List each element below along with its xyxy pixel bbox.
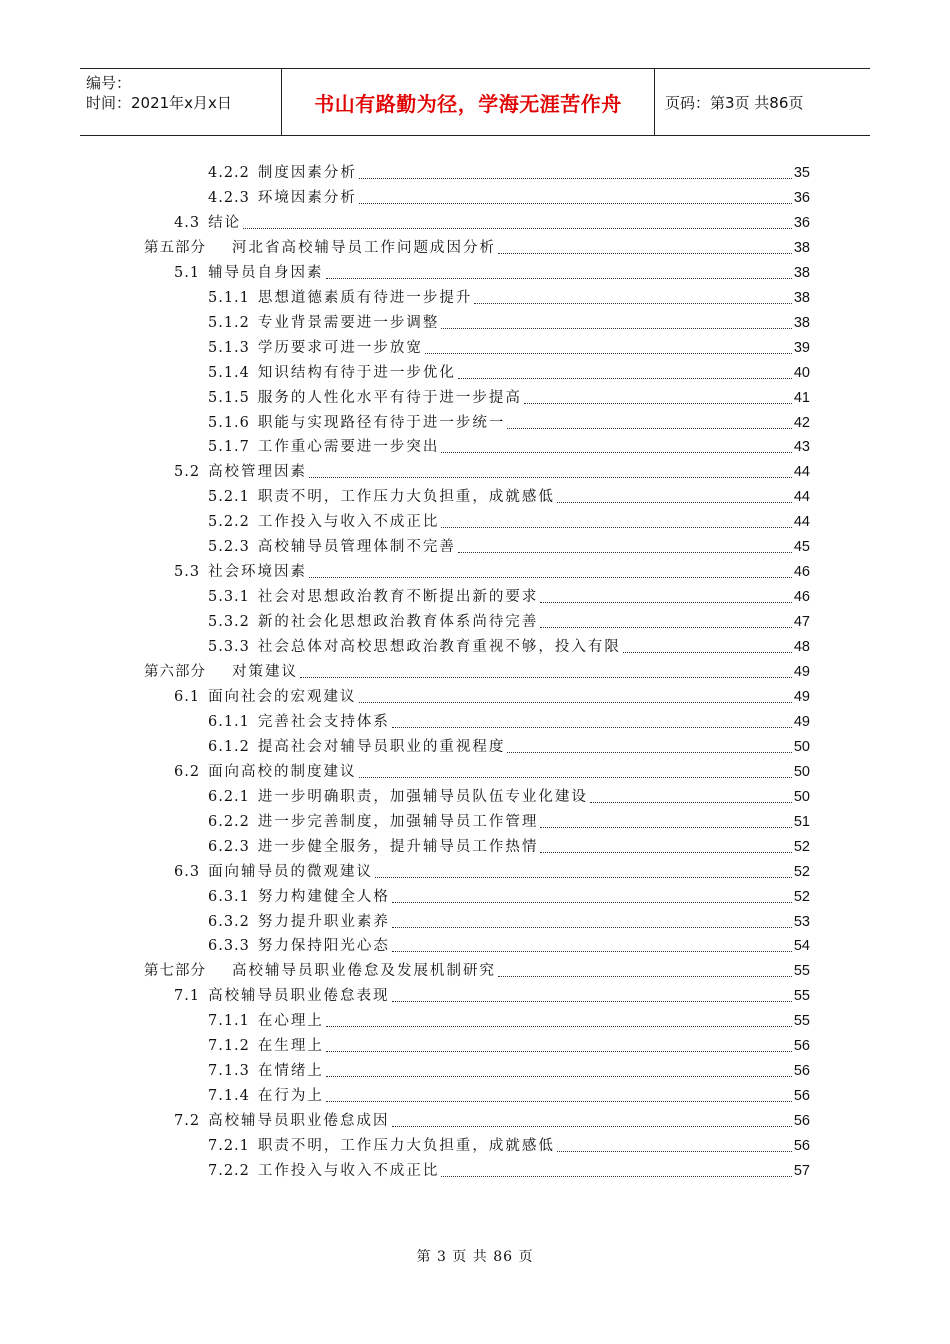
toc-entry-page: 49	[793, 664, 810, 680]
toc-leader-dots	[392, 726, 792, 728]
toc-leader-dots	[540, 826, 791, 828]
toc-entry-number: 5.3	[174, 564, 201, 581]
toc-entry-page: 50	[793, 788, 810, 805]
toc-entry[interactable]	[208, 308, 810, 332]
toc-entry-title: 制度因素分析	[257, 165, 357, 181]
toc-entry[interactable]	[208, 907, 810, 931]
toc-entry[interactable]	[208, 607, 810, 631]
toc-entry-title: 进一步明确职责，加强辅导员队伍专业化建设	[257, 788, 588, 805]
toc-leader-dots	[359, 776, 792, 778]
toc-leader-dots	[375, 876, 792, 878]
toc-leader-dots	[326, 1075, 792, 1077]
toc-entry[interactable]	[174, 208, 810, 232]
toc-leader-dots	[557, 501, 792, 503]
toc-entry-number: 5.1.7	[208, 439, 250, 456]
toc-entry-page: 43	[793, 439, 810, 456]
toc-entry[interactable]	[208, 707, 810, 731]
toc-entry-page: 38	[793, 314, 810, 331]
toc-entry[interactable]	[208, 408, 810, 432]
toc-entry-page: 50	[793, 763, 810, 780]
toc-entry-page: 55	[793, 1013, 810, 1030]
toc-entry[interactable]	[208, 931, 810, 955]
toc-entry[interactable]	[208, 882, 810, 906]
toc-entry-title: 学历要求可进一步放宽	[257, 339, 423, 356]
toc-entry-number: 7.2.2	[208, 1163, 250, 1179]
toc-entry-page: 38	[793, 289, 810, 306]
toc-entry-title: 对策建议	[232, 664, 298, 680]
toc-entry-title: 工作投入与收入不成正比	[257, 1163, 440, 1179]
toc-entry-title: 环境因素分析	[257, 189, 357, 206]
toc-entry-title: 河北省高校辅导员工作问题成因分析	[232, 239, 496, 256]
toc-entry-number: 4.3	[174, 214, 201, 231]
toc-entry-title: 工作投入与收入不成正比	[257, 514, 440, 531]
toc-entry-number: 5.1.1	[208, 289, 250, 306]
toc-entry[interactable]	[208, 1156, 810, 1180]
toc-leader-dots	[243, 227, 792, 229]
toc-entry-number: 5.3.2	[208, 614, 250, 631]
toc-entry[interactable]	[208, 1056, 810, 1080]
toc-entry-number: 7.2.1	[208, 1138, 250, 1155]
toc-entry-title: 知识结构有待于进一步优化	[257, 364, 456, 381]
toc-entry-page: 56	[793, 1088, 810, 1105]
toc-entry-page: 56	[793, 1138, 810, 1155]
toc-entry[interactable]	[208, 383, 810, 407]
toc-entry-title: 高校辅导员职业倦怠表现	[208, 988, 390, 1005]
toc-entry-title: 高校管理因素	[208, 464, 308, 481]
toc-entry[interactable]	[174, 757, 810, 781]
toc-entry-title: 辅导员自身因素	[208, 264, 324, 281]
toc-leader-dots	[392, 1000, 792, 1002]
toc-entry[interactable]	[174, 1106, 810, 1130]
toc-leader-dots	[392, 950, 792, 952]
header-page-info: 页码：第3页 共86页	[665, 93, 804, 112]
toc-entry[interactable]	[174, 857, 810, 881]
toc-entry-number: 5.1	[174, 264, 201, 281]
toc-leader-dots	[507, 751, 791, 753]
toc-entry-title: 职责不明，工作压力大负担重，成就感低	[257, 1138, 555, 1155]
toc-entry-page: 52	[793, 838, 810, 855]
toc-entry-number: 6.2.3	[208, 838, 250, 855]
toc-entry-page: 46	[793, 589, 810, 606]
toc-leader-dots	[326, 277, 792, 279]
toc-entry[interactable]	[208, 183, 810, 207]
toc-entry[interactable]	[174, 557, 810, 581]
toc-leader-dots	[326, 1100, 792, 1102]
toc-entry[interactable]	[208, 283, 810, 307]
toc-entry-page: 51	[793, 813, 810, 830]
toc-entry-number: 6.1.2	[208, 738, 250, 755]
toc-entry-title: 努力构建健全人格	[257, 888, 390, 905]
toc-entry-number: 第五部分	[144, 239, 206, 256]
toc-entry[interactable]	[208, 158, 810, 182]
toc-entry[interactable]	[208, 782, 810, 806]
toc-entry-page: 56	[793, 1113, 810, 1130]
toc-entry-page: 53	[793, 913, 810, 930]
toc-entry-title: 职责不明，工作压力大负担重，成就感低	[257, 489, 555, 506]
toc-entry-number: 6.1.1	[208, 713, 250, 730]
toc-entry-number: 4.2.2	[208, 165, 250, 181]
toc-leader-dots	[425, 352, 792, 354]
toc-entry-title: 完善社会支持体系	[257, 713, 390, 730]
toc-entry-number: 7.1.2	[208, 1038, 250, 1055]
toc-entry-number: 第六部分	[144, 664, 206, 680]
toc-leader-dots	[507, 427, 791, 429]
toc-entry-number: 5.1.5	[208, 389, 250, 406]
toc-entry-title: 社会总体对高校思想政治教育重视不够，投入有限	[257, 639, 621, 656]
toc-leader-dots	[441, 1175, 791, 1177]
toc-entry-page: 50	[793, 738, 810, 755]
toc-leader-dots	[557, 1150, 792, 1152]
toc-entry-title: 职能与实现路径有待于进一步统一	[257, 414, 506, 431]
toc-entry-title: 在行为上	[257, 1088, 324, 1105]
page-header	[80, 68, 870, 136]
toc-entry[interactable]	[208, 807, 810, 831]
toc-leader-dots	[326, 1025, 792, 1027]
toc-leader-dots	[309, 576, 792, 578]
toc-entry-title: 在心理上	[257, 1013, 324, 1030]
toc-leader-dots	[441, 327, 791, 329]
toc-entry-page: 44	[793, 514, 810, 531]
toc-entry-page: 35	[793, 165, 810, 181]
toc-entry-page: 55	[793, 988, 810, 1005]
toc-leader-dots	[458, 551, 792, 553]
toc-entry[interactable]	[208, 333, 810, 357]
toc-entry-page: 44	[793, 464, 810, 481]
toc-entry-title: 思想道德素质有待进一步提升	[257, 289, 473, 306]
toc-entry[interactable]	[174, 258, 810, 282]
toc-entry[interactable]	[144, 657, 810, 681]
toc-entry-number: 5.1.6	[208, 414, 250, 431]
toc-entry-number: 5.3.3	[208, 639, 250, 656]
toc-entry[interactable]	[208, 732, 810, 756]
toc-entry-page: 57	[793, 1163, 810, 1179]
toc-entry-page: 55	[793, 963, 810, 980]
toc-leader-dots	[458, 377, 792, 379]
toc-entry-page: 48	[793, 639, 810, 656]
toc-entry-page: 47	[793, 614, 810, 631]
header-motto: 书山有路勤为径，学海无涯苦作舟	[314, 91, 622, 116]
toc-entry[interactable]	[208, 632, 810, 656]
toc-entry-page: 40	[793, 364, 810, 381]
toc-leader-dots	[474, 302, 791, 304]
toc-entry-title: 服务的人性化水平有待于进一步提高	[257, 389, 522, 406]
toc-entry-title: 专业背景需要进一步调整	[257, 314, 440, 331]
toc-entry-page: 52	[793, 863, 810, 880]
toc-entry-title: 提高社会对辅导员职业的重视程度	[257, 738, 506, 755]
toc-entry-title: 高校辅导员管理体制不完善	[257, 539, 456, 556]
toc-entry-number: 5.1.2	[208, 314, 250, 331]
toc-entry-page: 36	[793, 214, 810, 231]
toc-entry[interactable]	[208, 1131, 810, 1155]
toc-entry-number: 6.2	[174, 763, 201, 780]
header-motto-cell	[282, 69, 655, 135]
toc-entry-number: 5.2.3	[208, 539, 250, 556]
toc-entry[interactable]	[208, 507, 810, 531]
toc-entry-number: 6.2.1	[208, 788, 250, 805]
toc-entry[interactable]	[144, 956, 810, 980]
toc-entry-page: 56	[793, 1038, 810, 1055]
toc-entry[interactable]	[208, 582, 810, 606]
toc-entry-number: 6.1	[174, 688, 201, 705]
toc-entry[interactable]	[208, 1031, 810, 1055]
toc-entry-page: 49	[793, 713, 810, 730]
toc-entry-title: 面向社会的宏观建议	[208, 688, 357, 705]
toc-entry-title: 新的社会化思想政治教育体系尚待完善	[257, 614, 539, 631]
toc-entry-number: 4.2.3	[208, 189, 250, 206]
toc-entry[interactable]	[208, 832, 810, 856]
toc-entry-title: 社会对思想政治教育不断提出新的要求	[257, 589, 539, 606]
toc-leader-dots	[623, 651, 792, 653]
toc-entry-number: 6.3.3	[208, 938, 250, 955]
toc-leader-dots	[540, 601, 791, 603]
toc-leader-dots	[590, 801, 792, 803]
toc-entry-page: 42	[793, 414, 810, 431]
toc-entry[interactable]	[208, 1081, 810, 1105]
toc-entry-page: 52	[793, 888, 810, 905]
toc-entry[interactable]	[208, 532, 810, 556]
toc-entry[interactable]	[174, 682, 810, 706]
toc-leader-dots	[359, 202, 792, 204]
toc-entry-page: 41	[793, 389, 810, 406]
toc-entry-number: 7.1	[174, 988, 201, 1005]
toc-entry[interactable]	[208, 1006, 810, 1030]
toc-entry-title: 高校辅导员职业倦怠及发展机制研究	[232, 963, 496, 980]
toc-leader-dots	[300, 676, 792, 678]
toc-entry[interactable]	[208, 358, 810, 382]
toc-entry-number: 5.2.2	[208, 514, 250, 531]
toc-entry-page: 54	[793, 938, 810, 955]
toc-entry-page: 38	[793, 239, 810, 256]
toc-entry-number: 5.1.3	[208, 339, 250, 356]
toc-entry-title: 面向辅导员的微观建议	[208, 863, 374, 880]
page-footer: 第 3 页 共 86 页	[416, 1249, 534, 1265]
toc-entry[interactable]	[174, 457, 810, 481]
toc-entry-number: 6.2.2	[208, 813, 250, 830]
toc-leader-dots	[524, 402, 792, 404]
toc-entry-number: 7.1.1	[208, 1013, 250, 1030]
toc-leader-dots	[441, 526, 791, 528]
toc-entry-page: 45	[793, 539, 810, 556]
toc-leader-dots	[498, 252, 792, 254]
toc-entry-number: 5.1.4	[208, 364, 250, 381]
toc-leader-dots	[392, 901, 792, 903]
toc-entry-number: 5.3.1	[208, 589, 250, 606]
toc-entry-page: 36	[793, 189, 810, 206]
toc-leader-dots	[540, 626, 791, 628]
toc-entry-title: 在生理上	[257, 1038, 324, 1055]
toc-entry-page: 49	[793, 688, 810, 705]
toc-entry[interactable]	[174, 981, 810, 1005]
toc-entry-page: 44	[793, 489, 810, 506]
toc-leader-dots	[309, 476, 792, 478]
toc-leader-dots	[392, 1125, 792, 1127]
toc-leader-dots	[441, 451, 791, 453]
header-meta	[80, 69, 282, 135]
toc-entry[interactable]	[208, 432, 810, 456]
toc-entry-number: 7.1.3	[208, 1063, 250, 1080]
toc-entry-title: 进一步健全服务，提升辅导员工作热情	[257, 838, 539, 855]
toc-entry-title: 社会环境因素	[208, 564, 308, 581]
toc-entry-number: 6.3	[174, 863, 201, 880]
toc-entry-title: 高校辅导员职业倦怠成因	[208, 1113, 390, 1130]
date-label: 时间：2021年x月x日	[86, 94, 232, 112]
toc-entry-number: 5.2.1	[208, 489, 250, 506]
toc-entry-number: 7.1.4	[208, 1088, 250, 1105]
toc-entry-title: 进一步完善制度，加强辅导员工作管理	[257, 813, 539, 830]
toc-leader-dots	[392, 926, 792, 928]
toc-entry-number: 5.2	[174, 464, 201, 481]
toc-leader-dots	[326, 1050, 792, 1052]
toc-leader-dots	[359, 177, 792, 179]
toc-leader-dots	[359, 701, 792, 703]
toc-leader-dots	[498, 975, 792, 977]
toc-entry-page: 38	[793, 264, 810, 281]
toc-entry-page: 39	[793, 339, 810, 356]
toc-entry-title: 结论	[208, 214, 242, 231]
toc-entry-page: 56	[793, 1063, 810, 1080]
toc-entry-title: 工作重心需要进一步突出	[257, 439, 440, 456]
toc-entry-page: 46	[793, 564, 810, 581]
serial-label: 编号：	[86, 74, 132, 92]
toc-entry[interactable]	[208, 482, 810, 506]
toc-entry[interactable]	[144, 233, 810, 257]
toc-entry-title: 努力提升职业素养	[257, 913, 390, 930]
toc-entry-number: 6.3.2	[208, 913, 250, 930]
toc-entry-number: 第七部分	[144, 963, 206, 980]
toc-entry-number: 7.2	[174, 1113, 201, 1130]
toc-leader-dots	[540, 851, 791, 853]
toc-entry-number: 6.3.1	[208, 888, 250, 905]
toc-entry-title: 努力保持阳光心态	[257, 938, 390, 955]
toc-entry-title: 面向高校的制度建议	[208, 763, 357, 780]
toc-entry-title: 在情绪上	[257, 1063, 324, 1080]
